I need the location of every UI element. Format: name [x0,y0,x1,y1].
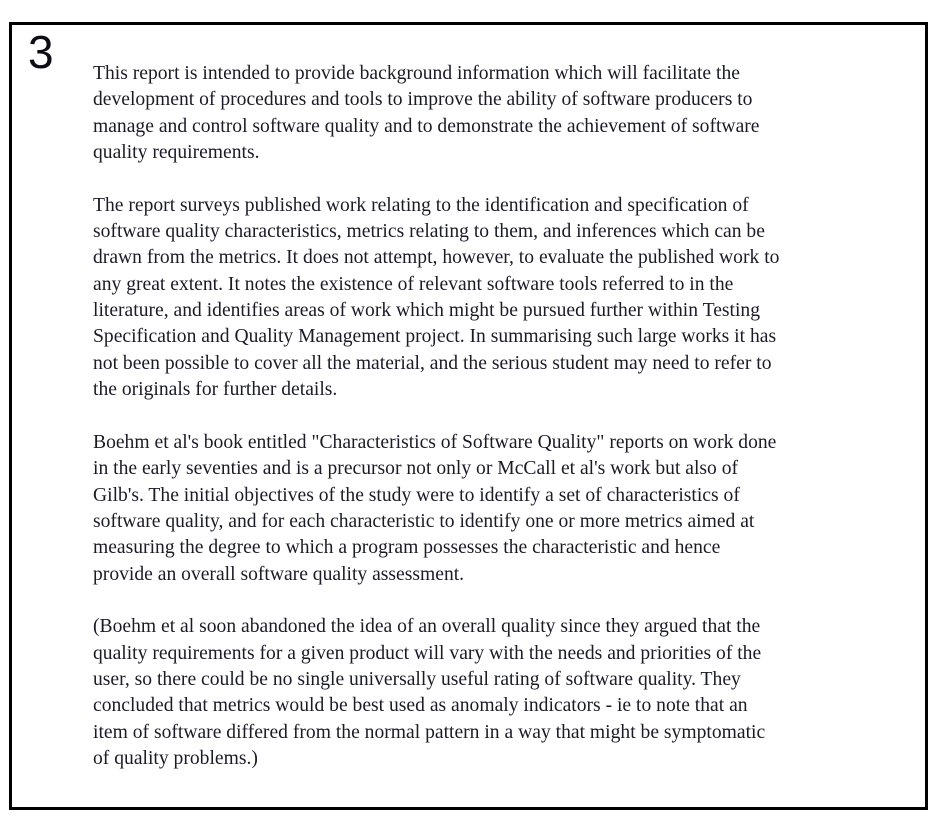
text-line: development of procedures and tools to improve the ability of software producers to [93,89,753,111]
text-line: not been possible to cover all the material, and the serious student may need to refer to [93,352,772,374]
text-line: Boehm et al's book entitled "Characteristics of Software Quality" reports on work done [93,431,777,453]
text-line: item of software differed from the normal pattern in a way that might be symptomatic [93,721,766,743]
paragraph-purpose [93,61,923,166]
text-line: software quality, and for each characteristic to identify one or more metrics aimed at [93,510,755,532]
text-line: of quality problems.) [93,747,258,769]
paragraph-survey [93,193,923,404]
text-line: the originals for further details. [93,379,338,401]
text-line: quality requirements for a given product will vary with the needs and priorities of the [93,642,762,664]
page-frame [9,22,928,810]
text-line: manage and control software quality and to demonstrate the achievement of software [93,115,760,137]
text-line: any great extent. It notes the existence of relevant software tools referred to in the [93,273,734,295]
paragraph-anomaly [93,614,923,772]
text-line: Gilb's. The initial objectives of the study were to identify a set of characteristics of [93,484,740,506]
text-line: concluded that metrics would be best used as anomaly indicators - ie to note that an [93,695,748,717]
text-line: drawn from the metrics. It does not attempt, however, to evaluate the published work to [93,247,780,269]
text-line: literature, and identifies areas of work which might be pursued further within Testing [93,300,760,322]
text-line: quality requirements. [93,142,260,164]
text-line: software quality characteristics, metrics relating to them, and inferences which can be [93,221,765,243]
text-line: measuring the degree to which a program possesses the characteristic and hence [93,537,721,559]
text-line: Specification and Quality Management project. In summarising such large works it has [93,326,777,348]
paragraph-boehm [93,430,923,588]
text-line: The report surveys published work relating to the identification and specification of [93,194,749,216]
text-line: user, so there could be no single universally useful rating of software quality. They [93,668,741,690]
text-line: in the early seventies and is a precursor not only or McCall et al's work but also of [93,458,739,480]
document-body [93,61,923,772]
page-number: 3 [28,26,54,78]
text-line: This report is intended to provide background information which will facilitate the [93,63,740,84]
text-line: (Boehm et al soon abandoned the idea of an overall quality since they argued that the [93,616,761,638]
text-line: provide an overall software quality assessment. [93,563,465,585]
